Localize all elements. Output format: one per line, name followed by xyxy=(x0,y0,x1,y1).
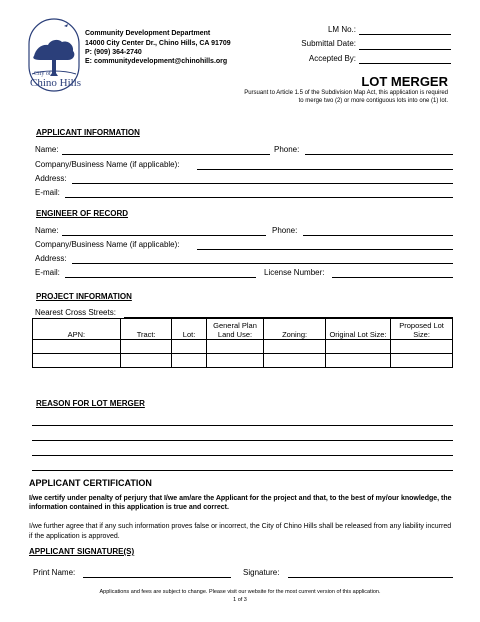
form-subtitle-2: to merge two (2) or more contiguous lots into one (1) lot. xyxy=(298,98,448,104)
table-cell[interactable] xyxy=(206,340,264,354)
table-cell[interactable] xyxy=(120,354,172,368)
reason-line-4[interactable] xyxy=(32,470,453,471)
accepted-by-line[interactable] xyxy=(359,63,451,64)
table-cell[interactable] xyxy=(33,354,121,368)
applicant-phone-label: Phone: xyxy=(274,145,300,154)
applicant-address-label: Address: xyxy=(35,174,67,183)
reason-heading: REASON FOR LOT MERGER xyxy=(36,399,145,408)
engineer-name-line[interactable] xyxy=(62,235,266,236)
department-phone: P: (909) 364-2740 xyxy=(85,49,142,56)
engineer-company-label: Company/Business Name (if applicable): xyxy=(35,240,180,249)
project-table xyxy=(32,318,453,368)
submittal-date-line[interactable] xyxy=(359,49,451,50)
table-cell[interactable] xyxy=(391,354,453,368)
col-proposed-lot-size: Proposed Lot Size: xyxy=(391,319,453,340)
table-cell[interactable] xyxy=(264,340,325,354)
print-name-line[interactable] xyxy=(83,577,231,578)
engineer-heading: ENGINEER OF RECORD xyxy=(36,209,129,218)
footer-note: Applications and fees are subject to change. Please visit our website for the most current version of this application. xyxy=(99,589,381,595)
table-cell[interactable] xyxy=(264,354,325,368)
applicant-company-line[interactable] xyxy=(197,169,453,170)
lm-no-label: LM No.: xyxy=(327,25,356,34)
table-cell[interactable] xyxy=(325,340,390,354)
reason-line-3[interactable] xyxy=(32,455,453,456)
applicant-address-line[interactable] xyxy=(72,183,453,184)
reason-line-1[interactable] xyxy=(32,425,453,426)
table-cell[interactable] xyxy=(206,354,264,368)
project-heading: PROJECT INFORMATION xyxy=(36,292,132,301)
reason-line-2[interactable] xyxy=(32,440,453,441)
table-row xyxy=(33,354,453,368)
applicant-heading: APPLICANT INFORMATION xyxy=(36,128,140,137)
table-cell[interactable] xyxy=(172,340,206,354)
lm-no-line[interactable] xyxy=(359,34,451,35)
cross-streets-label: Nearest Cross Streets: xyxy=(35,308,116,317)
engineer-company-line[interactable] xyxy=(197,249,453,250)
table-cell[interactable] xyxy=(391,340,453,354)
logo-city-small: City of xyxy=(34,71,51,77)
col-apn: APN: xyxy=(33,319,121,340)
applicant-name-label: Name: xyxy=(35,145,59,154)
engineer-address-label: Address: xyxy=(35,254,67,263)
applicant-name-line[interactable] xyxy=(62,154,270,155)
engineer-name-label: Name: xyxy=(35,226,59,235)
certification-paragraph-1: I/we certify under penalty of perjury that I/we am/are the Applicant for the project and that, to the best of my/our knowledge, the information contained in this application is true and correct. xyxy=(29,495,452,511)
certification-paragraph-2: I/we further agree that if any such information proves false or incorrect, the City of Chino Hills shall be released from any liability incurred if the application is approved. xyxy=(29,523,452,540)
submittal-date-label: Submittal Date: xyxy=(301,39,356,48)
col-tract: Tract: xyxy=(120,319,172,340)
table-row xyxy=(33,340,453,354)
table-cell[interactable] xyxy=(120,340,172,354)
applicant-phone-line[interactable] xyxy=(305,154,453,155)
engineer-phone-line[interactable] xyxy=(303,235,453,236)
engineer-email-line[interactable] xyxy=(65,277,256,278)
col-zoning: Zoning: xyxy=(264,319,325,340)
accepted-by-label: Accepted By: xyxy=(308,54,356,63)
department-name: Community Development Department xyxy=(85,30,211,37)
logo-city-name: Chino Hills xyxy=(30,77,82,89)
applicant-email-label: E-mail: xyxy=(35,188,60,197)
signature-line[interactable] xyxy=(288,577,453,578)
certification-heading: APPLICANT CERTIFICATION xyxy=(29,478,152,488)
project-table-header xyxy=(33,319,453,340)
department-address: 14000 City Center Dr., Chino Hills, CA 91709 xyxy=(85,40,231,47)
engineer-address-line[interactable] xyxy=(72,263,453,264)
table-cell[interactable] xyxy=(172,354,206,368)
table-cell[interactable] xyxy=(325,354,390,368)
signature-heading: APPLICANT SIGNATURE(S) xyxy=(29,547,135,556)
engineer-license-label: License Number: xyxy=(264,268,325,277)
engineer-license-line[interactable] xyxy=(332,277,453,278)
form-title: LOT MERGER xyxy=(361,74,448,89)
page-number: 1 of 3 xyxy=(233,597,247,603)
table-cell[interactable] xyxy=(33,340,121,354)
col-lot: Lot: xyxy=(172,319,206,340)
col-original-lot-size: Original Lot Size: xyxy=(325,319,390,340)
signature-label: Signature: xyxy=(243,568,280,577)
form-subtitle-1: Pursuant to Article 1.5 of the Subdivision Map Act, this application is required xyxy=(244,90,448,96)
print-name-label: Print Name: xyxy=(33,568,76,577)
applicant-company-label: Company/Business Name (if applicable): xyxy=(35,160,180,169)
engineer-phone-label: Phone: xyxy=(272,226,298,235)
engineer-email-label: E-mail: xyxy=(35,268,60,277)
applicant-email-line[interactable] xyxy=(65,197,453,198)
department-email: E: communitydevelopment@chinohills.org xyxy=(85,58,228,65)
col-general-plan: General Plan Land Use: xyxy=(206,319,264,340)
